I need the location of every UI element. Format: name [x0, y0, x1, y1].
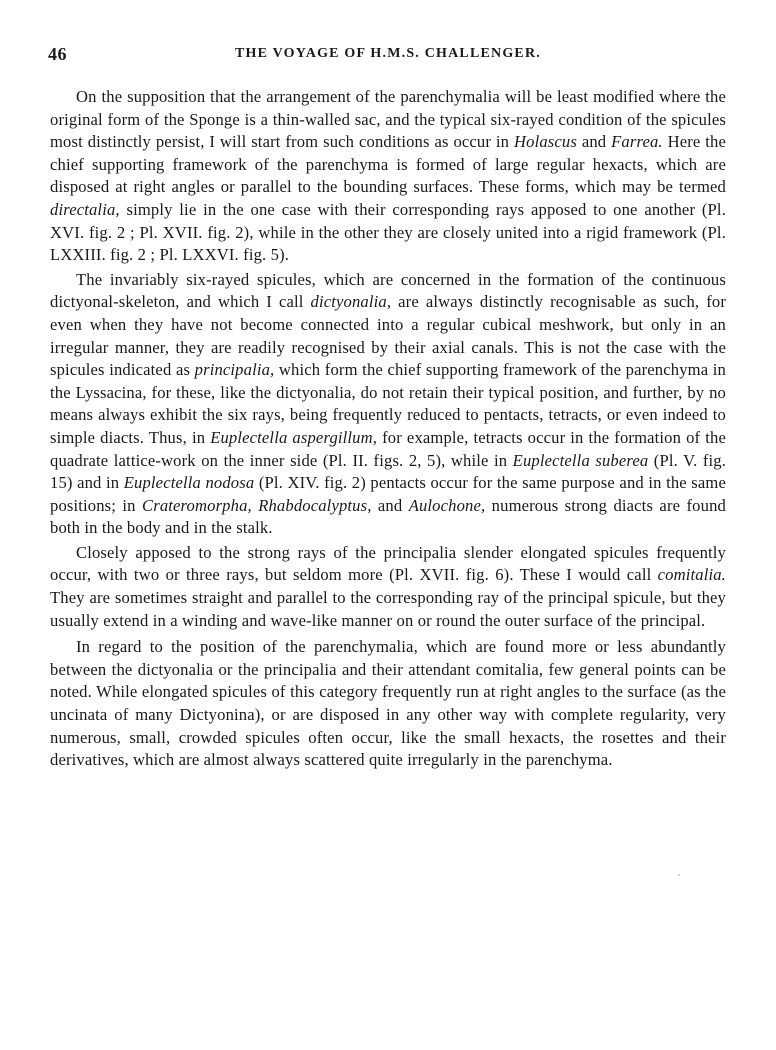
- paper-speck: [678, 874, 680, 876]
- paragraph-1: [50, 86, 726, 267]
- text-run: numerous strong diacts are found both in the body and in the stalk.: [50, 495, 726, 538]
- paragraph-2: [50, 269, 726, 540]
- italic-term: principalia,: [194, 360, 275, 380]
- body-text: [50, 86, 726, 774]
- text-run: (Pl. XIV. fig. 2) pentacts occur for the same purpose and in the same positions; in: [50, 473, 727, 515]
- text-run: In regard to the position of the parenchymalia, which are found more or less abundantly between the dictyonalia or the principalia and their attendant comitalia, few general points can be noted. While elongated spicules of this category frequently run at right angles to the surface (as the uncinata of many Dictyonina), or are disposed in any other way with complete regularity, very numerous, small, crowded spicules often occur, like the small hexacts, the rosettes and their derivatives, which are almost always scattered quite irregularly in the parenchyma.: [50, 637, 726, 770]
- italic-term: directalia,: [50, 199, 120, 219]
- text-run: The invariably six-rayed spicules, which are concerned in the formation of the continuous dictyonal-skeleton, and which I call: [50, 269, 726, 312]
- text-run: which form the chief supporting framework of the parenchyma in the Lyssacina, for these, like the dictyonalia, do not retain their typical position, and further, by no means always exhibit the six rays, being frequently reduced to pentacts, tetracts, or even indeed to simple diacts. Thus, in: [50, 360, 726, 447]
- running-title: THE VOYAGE OF H.M.S. CHALLENGER.: [235, 46, 541, 61]
- italic-term: dictyonalia,: [310, 292, 392, 312]
- text-run: Here the chief supporting framework of the parenchyma is formed of large regular hexacts, which are disposed at right angles or parallel to the bounding surfaces. These forms, which may be termed: [50, 132, 726, 197]
- text-run: are always distinctly recognisable as such, for even when they have not become connected into a regular cubical meshwork, but only in an irregular manner, they are readily recognised by their axial canals. This is not the case with the spicules indicated as: [50, 292, 726, 380]
- text-run: Closely apposed to the strong rays of the principalia slender elongated spicules frequently occur, with two or three rays, but seldom more (Pl. XVII. fig. 6). These I would call: [50, 542, 726, 585]
- page-header: [48, 44, 728, 68]
- italic-term: Crateromorpha,: [142, 495, 252, 515]
- italic-term: comitalia.: [657, 565, 726, 585]
- italic-term: Euplectella aspergillum,: [210, 427, 378, 447]
- italic-term: Aulochone,: [408, 495, 486, 515]
- italic-term: Euplectella suberea: [512, 450, 649, 470]
- paragraph-4: [50, 636, 726, 772]
- italic-term: Euplectella nodosa: [123, 473, 255, 493]
- paragraph-3: [50, 542, 726, 632]
- text-run: On the supposition that the arrangement of the parenchymalia will be least modified where the original form of the Sponge is a thin-walled sac, and the typical six-rayed condition of the spicules most distinctly persist, I will start from such conditions as occur in: [50, 87, 726, 152]
- italic-term: Rhabdocalyptus,: [258, 495, 372, 515]
- text-run: (Pl. V. fig. 15) and in: [50, 450, 727, 493]
- text-run: and: [576, 132, 612, 152]
- text-run: for example, tetracts occur in the formation of the quadrate lattice-work on the inner side (Pl. II. figs. 2, 5), while in: [50, 427, 726, 470]
- italic-term: Holascus: [514, 132, 577, 152]
- page-number: 46: [48, 44, 67, 64]
- italic-term: Farrea.: [611, 132, 663, 152]
- text-run: and: [371, 495, 409, 515]
- text-run: simply lie in the one case with their corresponding rays apposed to one another (Pl. XVI. fig. 2 ; Pl. XVII. fig. 2), while in the other they are closely united into a rigid framework (Pl. LXXIII. fig. 2 ; Pl. LXXVI. fig. 5).: [50, 199, 726, 265]
- text-run: They are sometimes straight and parallel to the corresponding ray of the principal spicule, but they usually extend in a winding and wave-like manner on or round the outer surface of the principal.: [50, 588, 726, 630]
